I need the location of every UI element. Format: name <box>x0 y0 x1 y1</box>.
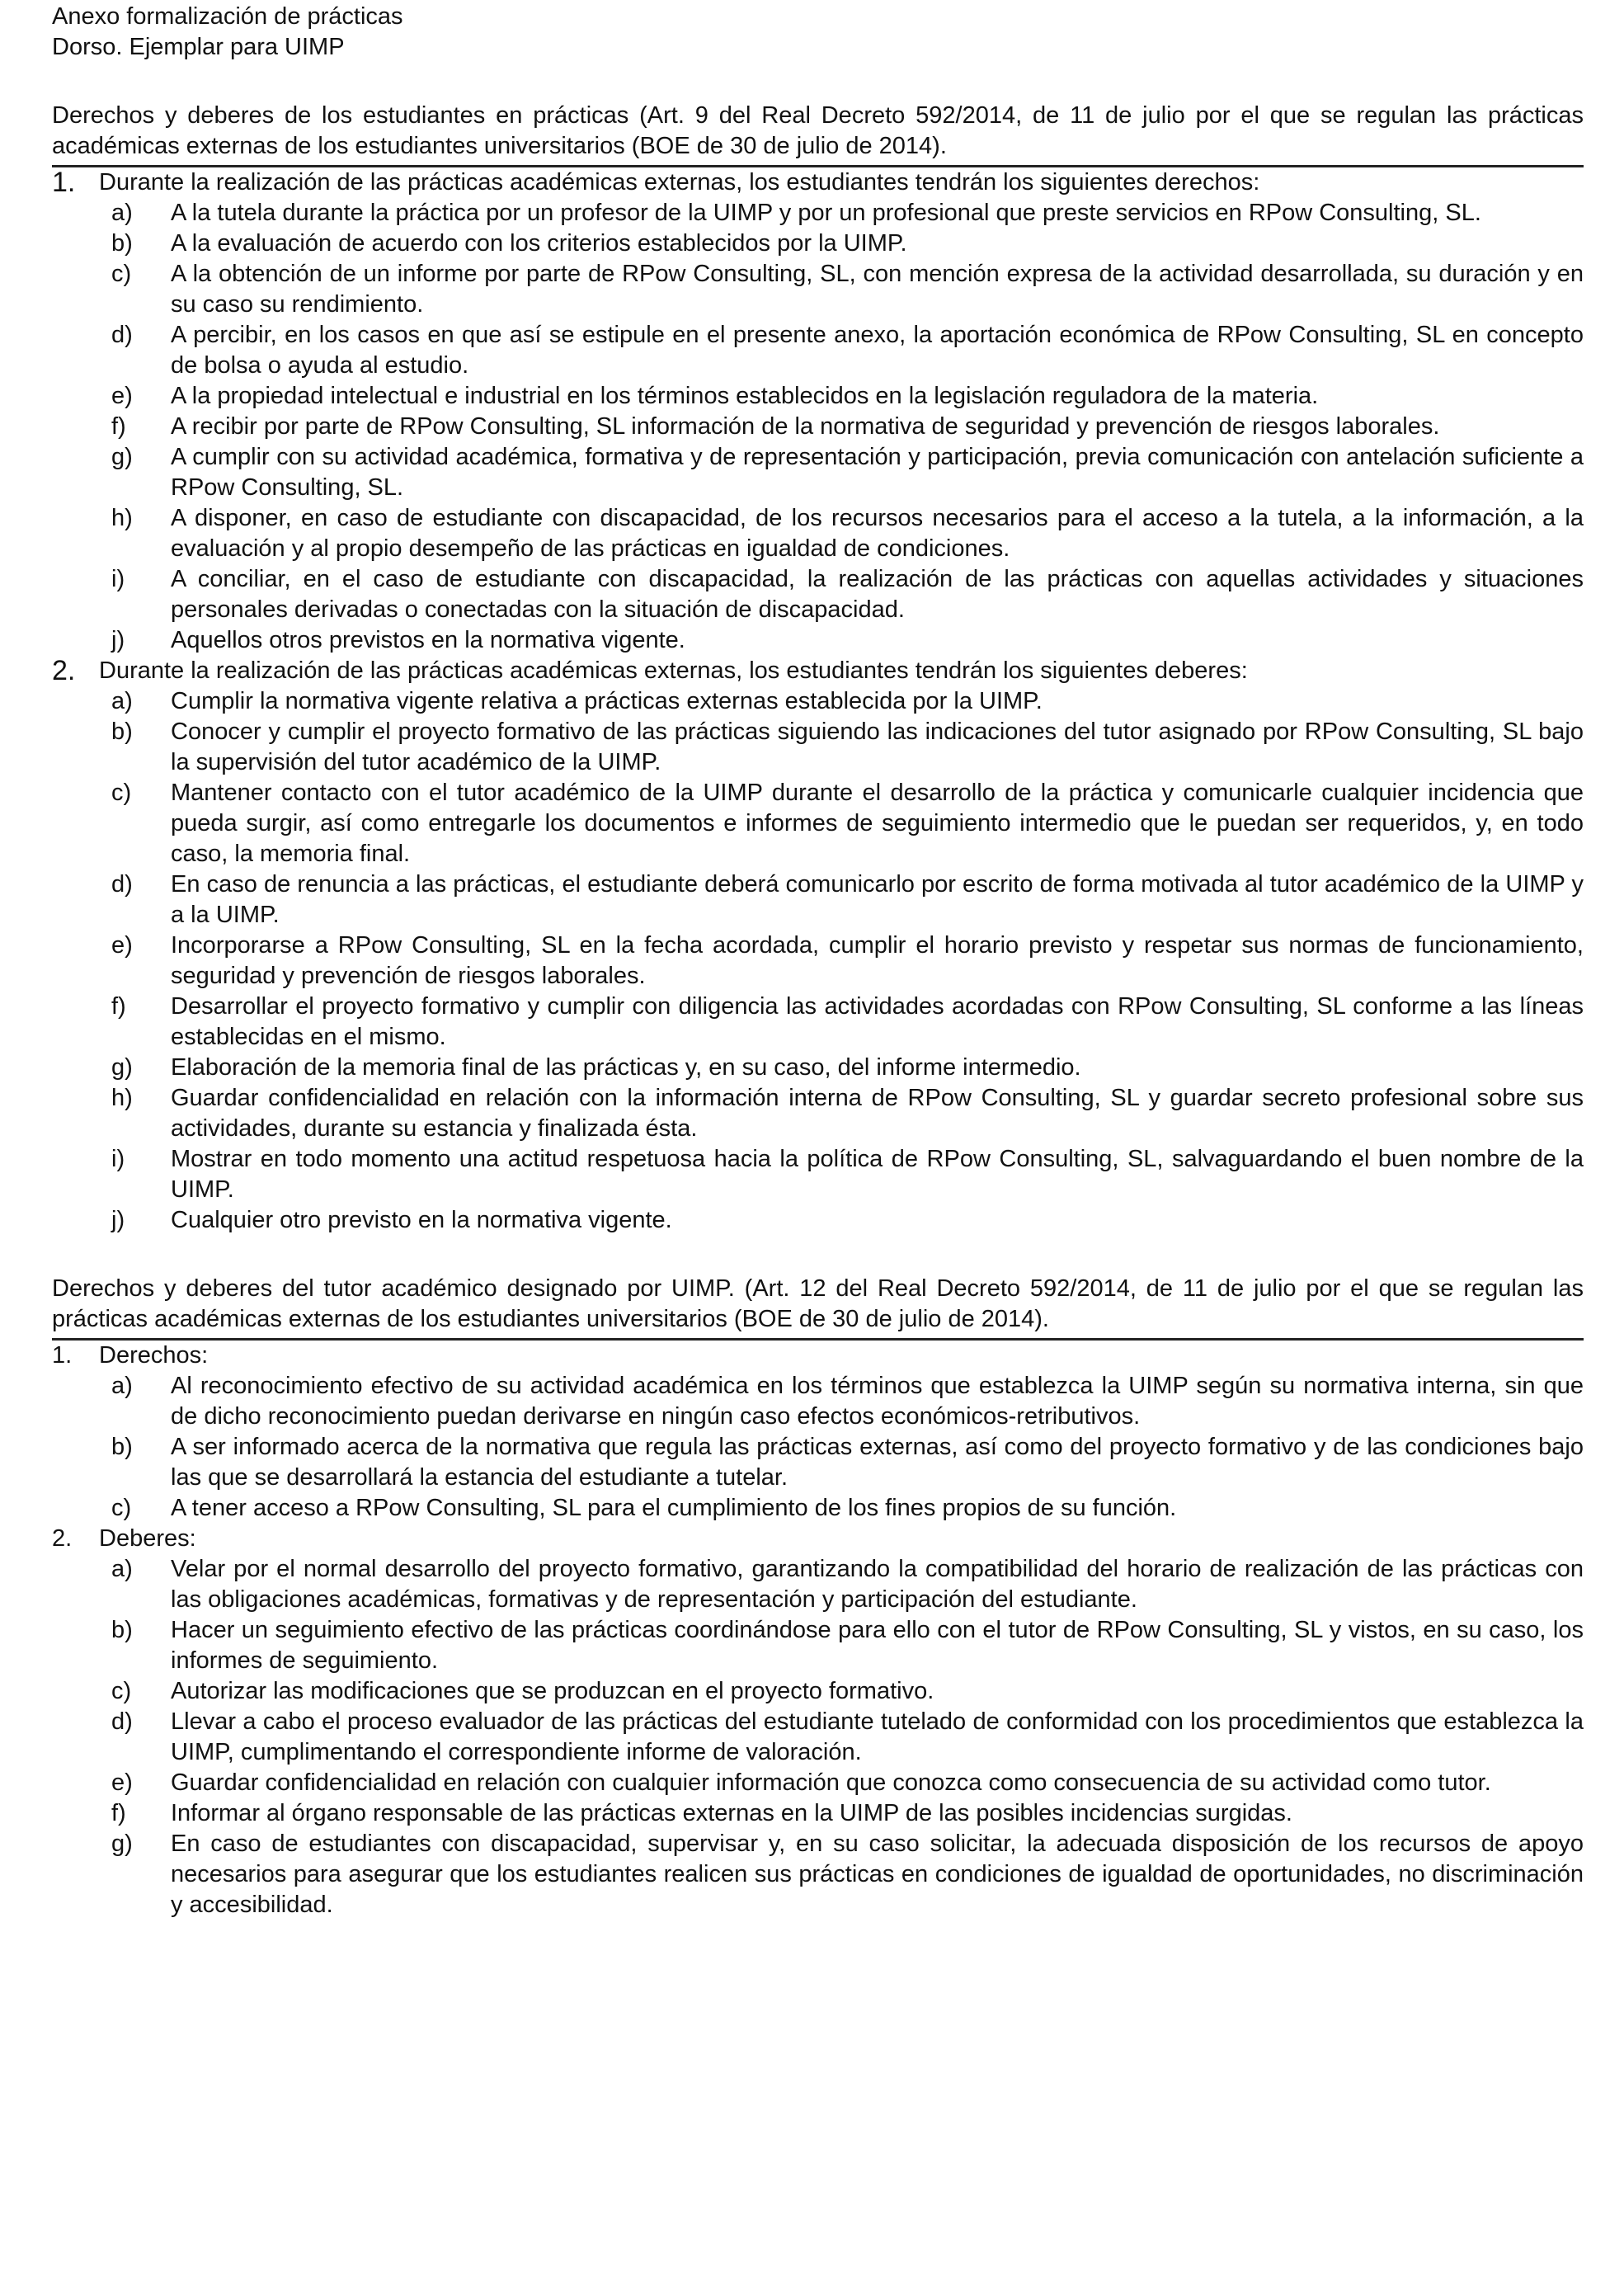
list-item <box>52 992 1584 1053</box>
tutor-duties-list <box>52 1554 1584 1920</box>
list-item <box>52 778 1584 869</box>
section-title: Durante la realización de las prácticas académicas externas, los estudiantes tendrán los siguientes deberes: <box>99 657 1248 684</box>
item-letter: g) <box>111 1831 133 1857</box>
item-letter: c) <box>111 1495 132 1521</box>
item-letter: g) <box>111 1054 133 1081</box>
document-header <box>52 0 1584 63</box>
item-letter: h) <box>111 505 133 531</box>
list-item <box>52 1554 1584 1615</box>
item-letter: c) <box>111 780 132 806</box>
list-item <box>52 1615 1584 1676</box>
item-letter: f) <box>111 993 126 1020</box>
section-title: Derechos: <box>99 1342 209 1369</box>
list-item <box>52 1053 1584 1083</box>
item-text: A la propiedad intelectual e industrial en los términos establecidos en la legislación reguladora de la materia. <box>171 383 1319 409</box>
list-item <box>52 625 1584 656</box>
section-number: 2. <box>52 1525 73 1552</box>
list-item <box>52 564 1584 625</box>
list-item <box>52 869 1584 931</box>
list-item <box>52 442 1584 503</box>
item-text: En caso de renuncia a las prácticas, el estudiante deberá comunicarlo por escrito de forma motivada al tutor académico de la UIMP y a la UIMP. <box>171 871 1584 928</box>
item-text: A ser informado acerca de la normativa que regula las prácticas externas, así como del proyecto formativo y de las condiciones bajo las que se desarrollará la estancia del estudiante a tutelar. <box>171 1434 1584 1491</box>
item-letter: j) <box>111 627 125 653</box>
item-letter: a) <box>111 688 133 714</box>
item-letter: f) <box>111 1800 126 1826</box>
item-text: Guardar confidencialidad en relación con la información interna de RPow Consulting, SL y guardar secreto profesional sobre sus actividades, durante su estancia y finalizada ésta. <box>171 1085 1584 1142</box>
item-letter: d) <box>111 871 133 898</box>
item-letter: j) <box>111 1207 125 1233</box>
item-text: Aquellos otros previstos en la normativa vigente. <box>171 627 685 653</box>
item-text: Cualquier otro previsto en la normativa vigente. <box>171 1207 672 1233</box>
section-title: Durante la realización de las prácticas académicas externas, los estudiantes tendrán los siguientes derechos: <box>99 169 1260 196</box>
list-item <box>52 503 1584 564</box>
item-text: Conocer y cumplir el proyecto formativo de las prácticas siguiendo las indicaciones del tutor asignado por RPow Consulting, SL bajo la supervisión del tutor académico de la UIMP. <box>171 719 1584 775</box>
item-text: A la evaluación de acuerdo con los criterios establecidos por la UIMP. <box>171 230 907 257</box>
list-item <box>52 320 1584 381</box>
students-list <box>52 167 1584 1236</box>
tutor-list <box>52 1341 1584 1920</box>
item-text: Hacer un seguimiento efectivo de las prácticas coordinándose para ello con el tutor de RPow Consulting, SL y vistos, en su caso, los informes de seguimiento. <box>171 1617 1584 1674</box>
item-letter: c) <box>111 261 132 287</box>
item-letter: d) <box>111 322 133 348</box>
list-item <box>52 1676 1584 1707</box>
item-text: Autorizar las modificaciones que se produzcan en el proyecto formativo. <box>171 1678 934 1704</box>
item-letter: a) <box>111 1556 133 1582</box>
header-subtitle: Dorso. Ejemplar para UIMP <box>52 34 345 60</box>
item-text: Guardar confidencialidad en relación con cualquier información que conozca como consecuencia de su actividad como tutor. <box>171 1769 1491 1796</box>
item-text: Velar por el normal desarrollo del proyecto formativo, garantizando la compatibilidad del horario de realización de las prácticas con las obligaciones académicas, formativas y de representación y participación del estudiante. <box>171 1556 1584 1613</box>
list-item <box>52 1205 1584 1236</box>
list-item <box>52 1829 1584 1920</box>
item-text: Cumplir la normativa vigente relativa a prácticas externas establecida por la UIMP. <box>171 688 1043 714</box>
item-text: A disponer, en caso de estudiante con discapacidad, de los recursos necesarios para el acceso a la tutela, a la información, a la evaluación y al propio desempeño de las prácticas en igualdad de condiciones. <box>171 505 1584 562</box>
item-letter: f) <box>111 413 126 440</box>
duties-list <box>52 686 1584 1236</box>
item-text: Desarrollar el proyecto formativo y cumplir con diligencia las actividades acordadas con RPow Consulting, SL conforme a las líneas establecidas en el mismo. <box>171 993 1584 1050</box>
item-letter: b) <box>111 1617 133 1643</box>
item-text: Mostrar en todo momento una actitud respetuosa hacia la política de RPow Consulting, SL, salvaguardando el buen nombre de la UIMP. <box>171 1146 1584 1203</box>
item-text: A recibir por parte de RPow Consulting, SL información de la normativa de seguridad y prevención de riesgos laborales. <box>171 413 1440 440</box>
item-letter: g) <box>111 444 133 470</box>
tutor-duties <box>52 1524 1584 1920</box>
item-letter: e) <box>111 383 133 409</box>
list-item <box>52 1371 1584 1432</box>
item-text: Informar al órgano responsable de las prácticas externas en la UIMP de las posibles incidencias surgidas. <box>171 1800 1292 1826</box>
document-page <box>52 0 1584 1920</box>
item-letter: c) <box>111 1678 132 1704</box>
students-rights <box>52 167 1584 656</box>
item-text: A percibir, en los casos en que así se estipule en el presente anexo, la aportación económica de RPow Consulting, SL en concepto de bolsa o ayuda al estudio. <box>171 322 1584 379</box>
item-text: A la tutela durante la práctica por un profesor de la UIMP y por un profesional que preste servicios en RPow Consulting, SL. <box>171 200 1481 226</box>
list-item <box>52 1493 1584 1524</box>
list-item <box>52 686 1584 717</box>
list-item <box>52 1083 1584 1144</box>
item-text: A cumplir con su actividad académica, formativa y de representación y participación, previa comunicación con antelación suficiente a RPow Consulting, SL. <box>171 444 1584 501</box>
item-text: En caso de estudiantes con discapacidad, supervisar y, en su caso solicitar, la adecuada disposición de los recursos de apoyo necesarios para asegurar que los estudiantes realicen sus prácticas en condiciones de igualdad de oportunidades, no discriminación y accesibilidad. <box>171 1831 1584 1918</box>
item-text: Mantener contacto con el tutor académico de la UIMP durante el desarrollo de la práctica y comunicarle cualquier incidencia que pueda surgir, así como entregarle los documentos e informes de seguimiento intermedio que le puedan ser requeridos, y, en todo caso, la memoria final. <box>171 780 1584 867</box>
item-letter: i) <box>111 1146 125 1172</box>
section-number: 1. <box>52 167 76 198</box>
students-intro: Derechos y deberes de los estudiantes en prácticas (Art. 9 del Real Decreto 592/2014, de 11 de julio por el que se regulan las prácticas académicas externas de los estudiantes universitarios (BOE de 30 de julio de 2014). <box>52 102 1584 159</box>
item-text: A la obtención de un informe por parte de RPow Consulting, SL, con mención expresa de la actividad desarrollada, su duración y en su caso su rendimiento. <box>171 261 1584 318</box>
list-item <box>52 198 1584 229</box>
list-item <box>52 717 1584 778</box>
item-letter: h) <box>111 1085 133 1111</box>
section-title: Deberes: <box>99 1525 196 1552</box>
list-item <box>52 931 1584 992</box>
item-text: Incorporarse a RPow Consulting, SL en la fecha acordada, cumplir el horario previsto y respetar sus normas de funcionamiento, seguridad y prevención de riesgos laborales. <box>171 932 1584 989</box>
item-letter: e) <box>111 932 133 959</box>
students-duties <box>52 656 1584 1236</box>
tutor-rights-list <box>52 1371 1584 1524</box>
list-item <box>52 1768 1584 1798</box>
list-item <box>52 229 1584 259</box>
item-letter: b) <box>111 230 133 257</box>
item-text: Elaboración de la memoria final de las prácticas y, en su caso, del informe intermedio. <box>171 1054 1081 1081</box>
item-letter: d) <box>111 1708 133 1735</box>
item-letter: a) <box>111 200 133 226</box>
item-text: A conciliar, en el caso de estudiante con discapacidad, la realización de las prácticas con aquellas actividades y situaciones personales derivadas o conectadas con la situación de discapacidad. <box>171 566 1584 623</box>
item-letter: e) <box>111 1769 133 1796</box>
item-text: Al reconocimiento efectivo de su actividad académica en los términos que establezca la UIMP según su normativa interna, sin que de dicho reconocimiento puedan derivarse en ningún caso efectos económicos-retributivos. <box>171 1373 1584 1430</box>
item-text: Llevar a cabo el proceso evaluador de las prácticas del estudiante tutelado de conformidad con los procedimientos que establezca la UIMP, cumplimentando el correspondiente informe de valoración. <box>171 1708 1584 1765</box>
tutor-intro: Derechos y deberes del tutor académico designado por UIMP. (Art. 12 del Real Decreto 592/2014, de 11 de julio por el que se regulan las prácticas académicas externas de los estudiantes universitarios (BOE de 30 de julio de 2014). <box>52 1275 1584 1332</box>
list-item <box>52 1798 1584 1829</box>
item-letter: b) <box>111 719 133 745</box>
section-number: 2. <box>52 655 76 686</box>
item-letter: a) <box>111 1373 133 1399</box>
rights-list <box>52 198 1584 656</box>
item-letter: i) <box>111 566 125 592</box>
list-item <box>52 412 1584 442</box>
tutor-rights <box>52 1341 1584 1524</box>
item-text: A tener acceso a RPow Consulting, SL para el cumplimiento de los fines propios de su función. <box>171 1495 1177 1521</box>
section-number: 1. <box>52 1342 73 1369</box>
list-item <box>52 381 1584 412</box>
header-title: Anexo formalización de prácticas <box>52 3 403 30</box>
list-item <box>52 1432 1584 1493</box>
list-item <box>52 1144 1584 1205</box>
list-item <box>52 1707 1584 1768</box>
list-item <box>52 259 1584 320</box>
item-letter: b) <box>111 1434 133 1460</box>
